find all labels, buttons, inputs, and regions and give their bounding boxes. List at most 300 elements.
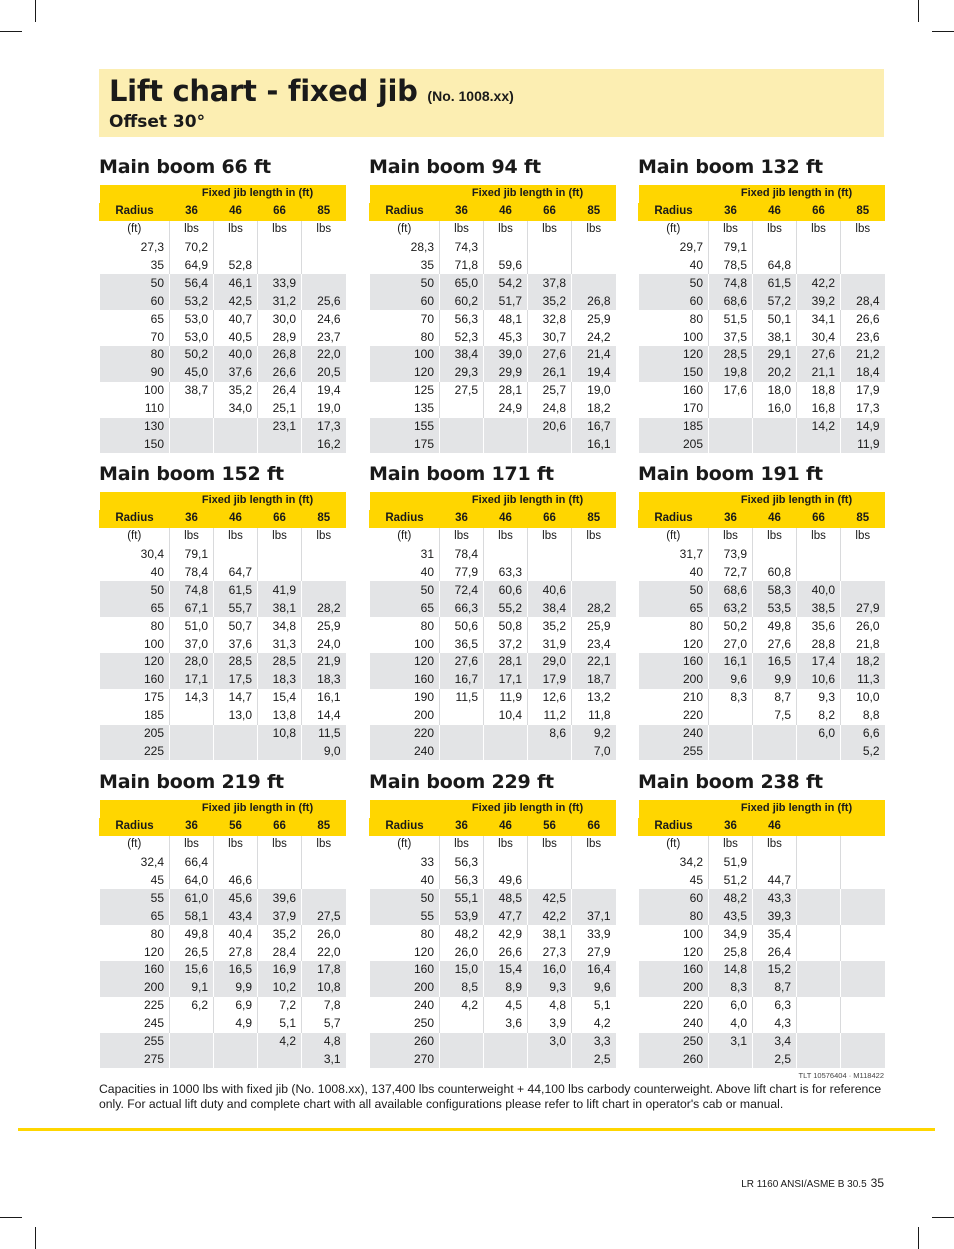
capacity-cell: 19,4: [302, 382, 346, 400]
capacity-cell: 10,6: [797, 671, 841, 689]
value-unit-cell: lbs: [572, 836, 616, 854]
radius-cell: 250: [370, 1015, 440, 1033]
radius-cell: 50: [100, 274, 170, 292]
table-header-row: [100, 185, 346, 203]
footnote: Capacities in 1000 lbs with fixed jib (No. 1008.xx), 137,400 lbs counterweight + 44,100 lbs carbody counterweight. Above lift chart is for reference only. For actual lift duty and complete chart with all available configurations please refer to lift chart in operator's cab or manual.: [99, 1082, 882, 1111]
capacity-cell: [484, 546, 528, 564]
jib-length-cell: 66: [528, 510, 572, 528]
lift-chart-block: [99, 770, 345, 1068]
capacity-cell: 34,9: [709, 925, 753, 943]
lift-chart-block: [369, 462, 615, 760]
header-blank-cell: [370, 185, 440, 203]
table-row: [370, 689, 616, 707]
capacity-cell: [797, 943, 841, 961]
table-row: [639, 599, 885, 617]
capacity-cell: 27,6: [528, 346, 572, 364]
capacity-cell: 29,1: [753, 346, 797, 364]
capacity-cell: 27,6: [753, 635, 797, 653]
capacity-cell: 48,5: [484, 889, 528, 907]
capacity-cell: 51,9: [709, 854, 753, 872]
capacity-cell: 45,0: [170, 364, 214, 382]
capacity-cell: 38,1: [258, 599, 302, 617]
capacity-cell: 49,8: [753, 617, 797, 635]
jib-length-header: Fixed jib length in (ft): [440, 185, 616, 203]
table-row: [370, 979, 616, 997]
radius-cell: 200: [370, 707, 440, 725]
capacity-cell: [797, 1033, 841, 1051]
table-row: [370, 257, 616, 275]
radius-cell: 205: [100, 725, 170, 743]
capacity-cell: 66,3: [440, 599, 484, 617]
page-title-text: Lift chart - fixed jib: [109, 74, 418, 108]
capacity-cell: 25,9: [572, 310, 616, 328]
radius-cell: 185: [639, 418, 709, 436]
table-header-row: [639, 800, 885, 818]
page-title: [109, 74, 514, 108]
radius-cell: 160: [100, 961, 170, 979]
capacity-cell: 65,0: [440, 274, 484, 292]
capacity-cell: 42,2: [528, 907, 572, 925]
capacity-cell: 48,2: [709, 889, 753, 907]
table-row: [639, 725, 885, 743]
jib-length-cell: 66: [258, 203, 302, 221]
radius-cell: 65: [639, 599, 709, 617]
radius-cell: 60: [639, 292, 709, 310]
table-row: [370, 742, 616, 760]
table-row: [370, 635, 616, 653]
radius-cell: 100: [370, 346, 440, 364]
capacity-cell: [709, 435, 753, 453]
chart-title: Main boom 238 ft: [638, 771, 823, 793]
table-row: [100, 925, 346, 943]
capacity-cell: 30,7: [528, 328, 572, 346]
capacity-cell: 20,6: [528, 418, 572, 436]
unit-row: [639, 221, 885, 239]
header-blank-cell: [370, 492, 440, 510]
capacity-cell: [528, 564, 572, 582]
unit-row: [370, 528, 616, 546]
table-header-row: [639, 203, 885, 221]
capacity-cell: 51,5: [709, 310, 753, 328]
capacity-cell: 42,9: [484, 925, 528, 943]
jib-length-cell: 36: [709, 203, 753, 221]
table-row: [100, 943, 346, 961]
capacity-cell: 51,7: [484, 292, 528, 310]
capacity-cell: 23,4: [572, 635, 616, 653]
radius-cell: 40: [639, 564, 709, 582]
chart-title: Main boom 171 ft: [369, 463, 554, 485]
capacity-cell: [170, 707, 214, 725]
capacity-cell: 37,6: [214, 635, 258, 653]
table-row: [100, 872, 346, 890]
capacity-cell: 56,3: [440, 310, 484, 328]
table-row: [100, 1050, 346, 1068]
capacity-cell: 38,1: [753, 328, 797, 346]
jib-length-cell: 85: [841, 203, 885, 221]
value-unit-cell: lbs: [302, 221, 346, 239]
page-label: LR 1160 ANSI/ASME B 30.5: [741, 1179, 867, 1190]
radius-cell: 40: [100, 564, 170, 582]
table-row: [639, 1033, 885, 1051]
capacity-cell: [440, 725, 484, 743]
capacity-cell: 78,4: [440, 546, 484, 564]
radius-cell: 160: [639, 382, 709, 400]
table-row: [370, 997, 616, 1015]
table-row: [100, 418, 346, 436]
jib-length-cell: [797, 818, 841, 836]
jib-length-cell: 46: [214, 203, 258, 221]
capacity-cell: 9,3: [528, 979, 572, 997]
table-row: [639, 671, 885, 689]
jib-length-cell: 36: [709, 818, 753, 836]
capacity-cell: 33,9: [572, 925, 616, 943]
capacity-cell: 50,1: [753, 310, 797, 328]
capacity-cell: 5,7: [302, 1015, 346, 1033]
table-header-row: [639, 510, 885, 528]
radius-cell: 90: [100, 364, 170, 382]
capacity-cell: 6,0: [709, 997, 753, 1015]
crop-mark: [35, 0, 36, 22]
table-row: [100, 689, 346, 707]
chart-title: Main boom 152 ft: [99, 463, 284, 485]
table-header-row: [370, 203, 616, 221]
capacity-cell: [753, 854, 797, 872]
capacity-cell: 15,4: [258, 689, 302, 707]
capacity-cell: [528, 239, 572, 257]
capacity-cell: 35,2: [214, 382, 258, 400]
radius-cell: 120: [639, 943, 709, 961]
capacity-cell: 22,0: [302, 943, 346, 961]
capacity-cell: [841, 872, 885, 890]
capacity-cell: [484, 1033, 528, 1051]
table-row: [100, 725, 346, 743]
capacity-cell: 25,8: [709, 943, 753, 961]
value-unit-cell: lbs: [440, 221, 484, 239]
capacity-cell: 59,6: [484, 257, 528, 275]
capacity-cell: [797, 546, 841, 564]
capacity-cell: 17,3: [841, 400, 885, 418]
capacity-cell: 26,6: [258, 364, 302, 382]
header-blank-cell: [370, 800, 440, 818]
capacity-cell: 64,0: [170, 872, 214, 890]
capacity-cell: 11,8: [572, 707, 616, 725]
jib-length-header: Fixed jib length in (ft): [170, 800, 346, 818]
radius-cell: 50: [100, 581, 170, 599]
radius-cell: 60: [100, 292, 170, 310]
empty-cell: [797, 836, 841, 854]
capacity-cell: 37,0: [170, 635, 214, 653]
capacity-cell: 16,5: [753, 653, 797, 671]
capacity-cell: [484, 742, 528, 760]
capacity-cell: [170, 435, 214, 453]
capacity-cell: 16,1: [709, 653, 753, 671]
radius-header: Radius: [100, 818, 170, 836]
unit-row: [370, 221, 616, 239]
capacity-cell: 42,5: [528, 889, 572, 907]
capacity-cell: 68,6: [709, 292, 753, 310]
table-header-row: [639, 818, 885, 836]
radius-header: Radius: [100, 203, 170, 221]
lift-table: [369, 185, 616, 453]
capacity-cell: 36,5: [440, 635, 484, 653]
capacity-cell: 17,4: [797, 653, 841, 671]
radius-cell: 50: [639, 581, 709, 599]
capacity-cell: 40,4: [214, 925, 258, 943]
table-row: [370, 364, 616, 382]
capacity-cell: [528, 257, 572, 275]
capacity-cell: 46,6: [214, 872, 258, 890]
radius-header: Radius: [100, 510, 170, 528]
jib-length-cell: 36: [440, 818, 484, 836]
capacity-cell: [214, 725, 258, 743]
table-row: [100, 257, 346, 275]
table-row: [370, 1015, 616, 1033]
capacity-cell: [841, 1015, 885, 1033]
capacity-cell: [572, 274, 616, 292]
radius-cell: 80: [100, 346, 170, 364]
capacity-cell: 3,1: [302, 1050, 346, 1068]
capacity-cell: 50,2: [709, 617, 753, 635]
capacity-cell: [302, 581, 346, 599]
capacity-cell: 17,1: [484, 671, 528, 689]
capacity-cell: 26,0: [841, 617, 885, 635]
capacity-cell: 16,7: [572, 418, 616, 436]
capacity-cell: 7,8: [302, 997, 346, 1015]
capacity-cell: 14,3: [170, 689, 214, 707]
radius-cell: 70: [100, 328, 170, 346]
table-row: [639, 925, 885, 943]
capacity-cell: [797, 1050, 841, 1068]
capacity-cell: 42,5: [214, 292, 258, 310]
capacity-cell: 4,8: [302, 1033, 346, 1051]
capacity-cell: 28,2: [572, 599, 616, 617]
jib-length-cell: 46: [214, 510, 258, 528]
table-row: [370, 1033, 616, 1051]
title-band: [99, 69, 884, 137]
radius-cell: 40: [370, 872, 440, 890]
capacity-cell: [302, 239, 346, 257]
capacity-cell: 51,0: [170, 617, 214, 635]
capacity-cell: 18,2: [841, 653, 885, 671]
capacity-cell: [214, 435, 258, 453]
table-row: [370, 872, 616, 890]
value-unit-cell: lbs: [214, 221, 258, 239]
capacity-cell: [753, 725, 797, 743]
page-subtitle: Offset 30°: [109, 112, 206, 132]
radius-cell: 55: [370, 907, 440, 925]
capacity-cell: [258, 854, 302, 872]
empty-cell: [841, 836, 885, 854]
capacity-cell: 16,9: [258, 961, 302, 979]
capacity-cell: 64,7: [214, 564, 258, 582]
capacity-cell: 9,0: [302, 742, 346, 760]
capacity-cell: 35,2: [528, 617, 572, 635]
capacity-cell: [258, 742, 302, 760]
jib-length-header: Fixed jib length in (ft): [170, 492, 346, 510]
capacity-cell: [753, 435, 797, 453]
capacity-cell: 40,5: [214, 328, 258, 346]
table-header-row: [370, 492, 616, 510]
value-unit-cell: lbs: [528, 221, 572, 239]
capacity-cell: 28,4: [258, 943, 302, 961]
radius-cell: 34,2: [639, 854, 709, 872]
capacity-cell: 19,8: [709, 364, 753, 382]
capacity-cell: 17,8: [302, 961, 346, 979]
radius-cell: 70: [370, 310, 440, 328]
radius-cell: 100: [639, 925, 709, 943]
table-row: [639, 364, 885, 382]
capacity-cell: 55,1: [440, 889, 484, 907]
capacity-cell: 7,5: [753, 707, 797, 725]
capacity-cell: [528, 435, 572, 453]
capacity-cell: 14,9: [841, 418, 885, 436]
capacity-cell: [572, 889, 616, 907]
capacity-cell: [440, 1033, 484, 1051]
capacity-cell: 4,8: [528, 997, 572, 1015]
capacity-cell: 37,5: [709, 328, 753, 346]
capacity-cell: 64,8: [753, 257, 797, 275]
capacity-cell: [841, 979, 885, 997]
capacity-cell: 53,5: [753, 599, 797, 617]
radius-cell: 120: [370, 653, 440, 671]
capacity-cell: [214, 1033, 258, 1051]
crop-mark: [932, 31, 954, 32]
capacity-cell: 58,3: [753, 581, 797, 599]
lift-table: [99, 800, 346, 1068]
capacity-cell: [214, 546, 258, 564]
capacity-cell: 20,2: [753, 364, 797, 382]
jib-length-cell: 46: [753, 203, 797, 221]
table-row: [639, 310, 885, 328]
capacity-cell: 27,5: [440, 382, 484, 400]
table-row: [100, 1033, 346, 1051]
value-unit-cell: lbs: [841, 221, 885, 239]
capacity-cell: 27,5: [302, 907, 346, 925]
table-header-row: [639, 185, 885, 203]
capacity-cell: 8,3: [709, 689, 753, 707]
table-row: [639, 943, 885, 961]
radius-cell: 200: [100, 979, 170, 997]
value-unit-cell: lbs: [841, 528, 885, 546]
capacity-cell: 2,5: [572, 1050, 616, 1068]
table-row: [639, 872, 885, 890]
table-row: [100, 889, 346, 907]
capacity-cell: [528, 546, 572, 564]
radius-cell: 170: [639, 400, 709, 418]
table-row: [639, 346, 885, 364]
capacity-cell: [528, 742, 572, 760]
table-row: [100, 1015, 346, 1033]
capacity-cell: [440, 707, 484, 725]
capacity-cell: [841, 564, 885, 582]
table-row: [100, 292, 346, 310]
capacity-cell: [528, 854, 572, 872]
table-row: [639, 1015, 885, 1033]
capacity-cell: 56,4: [170, 274, 214, 292]
capacity-cell: [797, 979, 841, 997]
table-header-row: [100, 818, 346, 836]
table-row: [100, 382, 346, 400]
capacity-cell: 8,2: [797, 707, 841, 725]
jib-length-cell: 85: [302, 203, 346, 221]
radius-cell: 65: [100, 599, 170, 617]
capacity-cell: 53,0: [170, 328, 214, 346]
page-number: 35: [870, 1176, 884, 1190]
jib-length-cell: 36: [170, 203, 214, 221]
chart-title: Main boom 94 ft: [369, 156, 541, 178]
capacity-cell: 3,3: [572, 1033, 616, 1051]
capacity-cell: 34,1: [797, 310, 841, 328]
capacity-cell: 63,3: [484, 564, 528, 582]
capacity-cell: [709, 400, 753, 418]
capacity-cell: 9,3: [797, 689, 841, 707]
lift-table: [638, 185, 885, 453]
table-row: [639, 274, 885, 292]
capacity-cell: [797, 872, 841, 890]
radius-cell: 50: [639, 274, 709, 292]
capacity-cell: 16,4: [572, 961, 616, 979]
value-unit-cell: lbs: [214, 528, 258, 546]
capacity-cell: 27,9: [572, 943, 616, 961]
table-header-row: [370, 800, 616, 818]
capacity-cell: [258, 1050, 302, 1068]
capacity-cell: 21,8: [841, 635, 885, 653]
radius-cell: 175: [370, 435, 440, 453]
capacity-cell: 28,5: [258, 653, 302, 671]
jib-length-cell: 66: [572, 818, 616, 836]
capacity-cell: [841, 1050, 885, 1068]
radius-cell: 80: [100, 617, 170, 635]
radius-cell: 65: [100, 310, 170, 328]
table-row: [639, 907, 885, 925]
capacity-cell: 11,5: [440, 689, 484, 707]
capacity-cell: [797, 925, 841, 943]
capacity-cell: 16,0: [753, 400, 797, 418]
capacity-cell: 46,1: [214, 274, 258, 292]
radius-cell: 120: [639, 635, 709, 653]
capacity-cell: 38,5: [797, 599, 841, 617]
capacity-cell: 6,0: [797, 725, 841, 743]
capacity-cell: 5,1: [258, 1015, 302, 1033]
lift-table: [638, 492, 885, 760]
capacity-cell: 14,4: [302, 707, 346, 725]
radius-cell: 100: [100, 382, 170, 400]
capacity-cell: 37,2: [484, 635, 528, 653]
capacity-cell: 29,0: [528, 653, 572, 671]
jib-length-cell: 66: [528, 203, 572, 221]
capacity-cell: 53,2: [170, 292, 214, 310]
radius-cell: 30,4: [100, 546, 170, 564]
capacity-cell: 12,6: [528, 689, 572, 707]
jib-length-cell: 36: [709, 510, 753, 528]
capacity-cell: [709, 742, 753, 760]
jib-length-header: Fixed jib length in (ft): [440, 800, 616, 818]
radius-unit-cell: (ft): [370, 221, 440, 239]
capacity-cell: [484, 725, 528, 743]
jib-length-header: Fixed jib length in (ft): [709, 800, 885, 818]
jib-length-cell: 46: [753, 510, 797, 528]
capacity-cell: [258, 564, 302, 582]
jib-length-cell: 46: [484, 510, 528, 528]
table-row: [370, 382, 616, 400]
value-unit-cell: lbs: [170, 528, 214, 546]
capacity-cell: 17,9: [528, 671, 572, 689]
capacity-cell: 6,9: [214, 997, 258, 1015]
capacity-cell: 60,6: [484, 581, 528, 599]
capacity-cell: 16,0: [528, 961, 572, 979]
radius-unit-cell: (ft): [100, 221, 170, 239]
table-row: [370, 599, 616, 617]
